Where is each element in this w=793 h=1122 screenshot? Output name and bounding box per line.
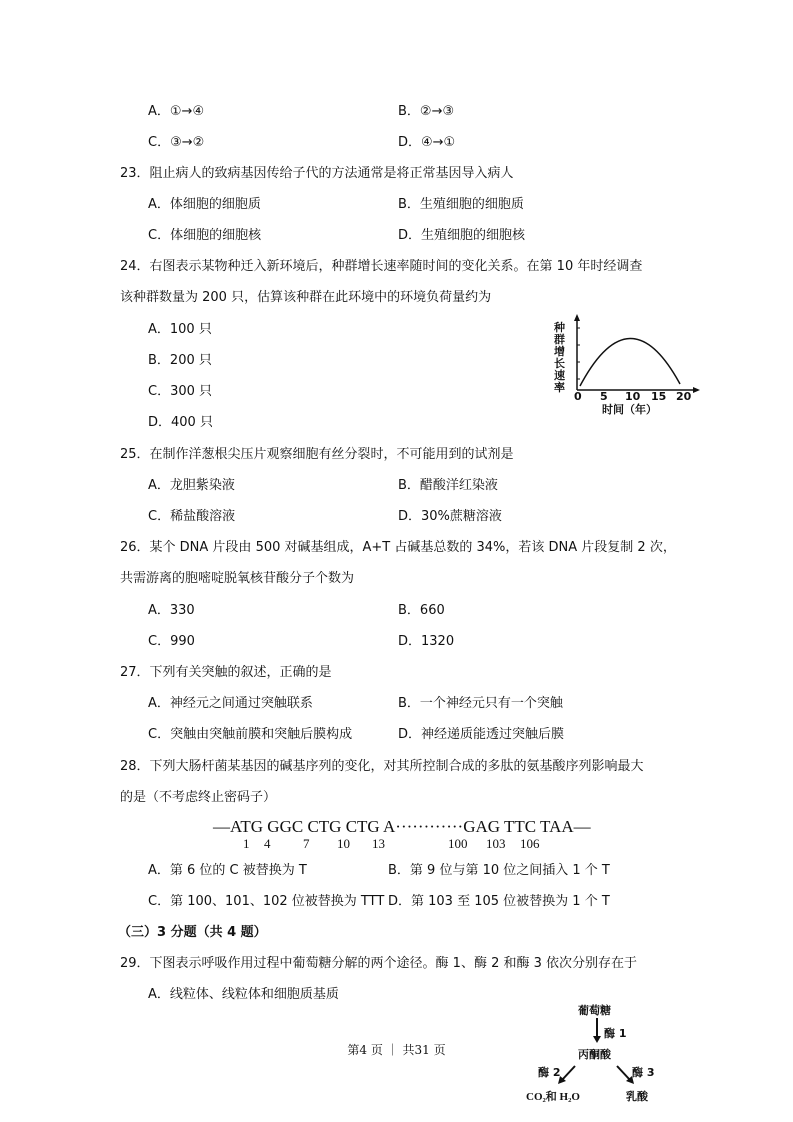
page-footer: 第4 页 ｜ 共31 页: [347, 1043, 446, 1057]
x-tick: 20: [676, 390, 692, 403]
position-label: 103: [486, 836, 506, 851]
position-label: 10: [337, 836, 350, 851]
option: C．第 100、101、102 位被替换为 TTT: [148, 894, 385, 909]
section-heading: （三）3 分题（共 4 题）: [118, 925, 267, 940]
position-label: 1: [243, 836, 250, 851]
option: C．③→②: [148, 135, 205, 150]
option: C．体细胞的细胞核: [148, 228, 262, 243]
position-label: 100: [448, 836, 468, 851]
x-axis-label: 时间（年）: [602, 403, 657, 416]
position-label: 4: [264, 836, 271, 851]
option: A．龙胆紫染液: [148, 478, 235, 493]
question-stem: 27．下列有关突触的叙述，正确的是: [120, 665, 332, 680]
dna-sequence: —ATG GGC CTG CTG A············GAG TTC TAA—: [213, 817, 591, 836]
option: D．④→①: [398, 135, 456, 150]
option: C．990: [148, 634, 195, 649]
enzyme1-label: 酶 1: [604, 1027, 627, 1040]
option: C．300 只: [148, 384, 213, 399]
option: C．稀盐酸溶液: [148, 509, 236, 524]
option: D．神经递质能透过突触后膜: [398, 727, 565, 742]
option: D．第 103 至 105 位被替换为 1 个 T: [388, 894, 610, 909]
option: B．660: [398, 603, 445, 618]
option: C．突触由突触前膜和突触后膜构成: [148, 727, 353, 742]
x-tick: 0: [574, 390, 582, 403]
option: B．一个神经元只有一个突触: [398, 696, 563, 711]
question-stem: 该种群数量为 200 只，估算该种群在此环境中的环境负荷量约为: [120, 290, 492, 305]
enzyme2-label: 酶 2: [538, 1066, 561, 1079]
option: D．30%蔗糖溶液: [398, 509, 502, 524]
option: B．醋酸洋红染液: [398, 478, 498, 493]
option: A．神经元之间通过突触联系: [148, 696, 313, 711]
x-tick: 10: [625, 390, 641, 403]
question-stem: 28．下列大肠杆菌某基因的碱基序列的变化，对其所控制合成的多肽的氨基酸序列影响最大: [120, 759, 644, 774]
option: B．②→③: [398, 104, 455, 119]
question-stem: 23．阻止病人的致病基因传给子代的方法通常是将正常基因导入病人: [120, 166, 514, 181]
option: D．400 只: [148, 415, 213, 430]
question-stem: 共需游离的胞嘧啶脱氧核苷酸分子个数为: [120, 571, 355, 586]
x-tick: 15: [651, 390, 667, 403]
question-stem: 24．右图表示某物种迁入新环境后，种群增长速率随时间的变化关系。在第 10 年时经调查: [120, 259, 643, 274]
question-stem: 29．下图表示呼吸作用过程中葡萄糖分解的两个途径。酶 1、酶 2 和酶 3 依次分别存在于: [120, 956, 638, 971]
option: A．100 只: [148, 322, 212, 337]
y-axis-label: 种群增长速率: [554, 321, 565, 394]
option: B．生殖细胞的细胞质: [398, 197, 524, 212]
lactic-acid-label: 乳酸: [626, 1090, 648, 1103]
option: A．体细胞的细胞质: [148, 197, 261, 212]
enzyme3-label: 酶 3: [632, 1066, 655, 1079]
x-tick: 5: [600, 390, 608, 403]
option: D．1320: [398, 634, 455, 649]
question-stem: 的是（不考虑终止密码子）: [120, 790, 277, 805]
pyruvate-label: 丙酮酸: [578, 1048, 611, 1061]
position-label: 7: [303, 836, 310, 851]
option: B．200 只: [148, 353, 212, 368]
glucose-label: 葡萄糖: [578, 1004, 611, 1017]
option: D．生殖细胞的细胞核: [398, 228, 526, 243]
growth-rate-graph: [552, 314, 702, 414]
question-stem: 25．在制作洋葱根尖压片观察细胞有丝分裂时，不可能用到的试剂是: [120, 447, 514, 462]
co2-h2o-label: CO₂和 H₂O: [526, 1091, 580, 1103]
position-label: 106: [520, 836, 540, 851]
question-stem: 26．某个 DNA 片段由 500 对碱基组成，A+T 占碱基总数的 34%，若该 DNA 片段复制 2 次，: [120, 540, 676, 555]
option: A．①→④: [148, 104, 205, 119]
position-label: 13: [372, 836, 385, 851]
option: A．330: [148, 603, 195, 618]
option: A．线粒体、线粒体和细胞质基质: [148, 987, 339, 1002]
option: A．第 6 位的 C 被替换为 T: [148, 863, 307, 878]
option: B．第 9 位与第 10 位之间插入 1 个 T: [388, 863, 610, 878]
